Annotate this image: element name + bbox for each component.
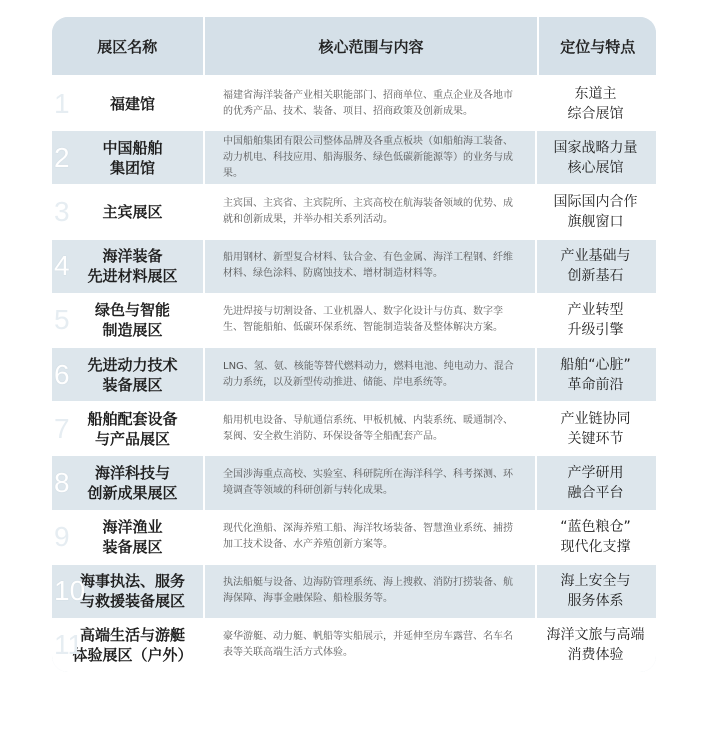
core-scope-cell xyxy=(203,77,537,130)
zone-description: 主宾国、主宾省、主宾院所、主宾高校在航海装备领域的优势、成就和创新成果，并举办相关系列活动。 xyxy=(223,197,513,225)
zone-positioning: 产业链协同 关键环节 xyxy=(560,410,631,447)
row-number: 10 xyxy=(54,575,86,607)
positioning-cell xyxy=(537,240,654,293)
zone-description: 现代化渔船、深海养殖工船、海洋牧场装备、智慧渔业系统、捕捞加工技术设备、水产养殖创新方案等。 xyxy=(223,523,513,551)
positioning-cell xyxy=(537,456,654,509)
zone-name: 绿色与智能 制造展区 xyxy=(94,301,170,340)
positioning-cell xyxy=(537,619,654,672)
zone-name-cell xyxy=(52,240,203,293)
table-row xyxy=(52,130,656,184)
zone-positioning: “蓝色粮仓” 现代化支撑 xyxy=(560,519,631,556)
table-row xyxy=(52,76,656,130)
core-scope-cell xyxy=(203,185,537,238)
zone-description: 执法船艇与设备、边海防管理系统、海上搜救、消防打捞装备、航海保障、海事金融保险、船检服务等。 xyxy=(223,577,513,605)
row-number: 8 xyxy=(54,466,70,498)
core-scope-cell xyxy=(203,511,537,564)
zone-name: 海事执法、服务 与救援装备展区 xyxy=(79,572,185,611)
zone-name-cell xyxy=(52,185,203,238)
table-row xyxy=(52,564,656,618)
zone-name-cell xyxy=(52,294,203,347)
zone-name-cell xyxy=(52,456,203,509)
zone-description: 船用钢材、新型复合材料、钛合金、有色金属、海洋工程钢、纤维材料、绿色涂料、防腐蚀技术、增材制造材料等。 xyxy=(223,252,513,280)
core-scope-cell xyxy=(203,565,537,618)
zone-positioning: 国家战略力量 核心展馆 xyxy=(553,139,638,176)
positioning-cell xyxy=(537,131,654,184)
zone-description: 福建省海洋装备产业相关职能部门、招商单位、重点企业及各地市的优秀产品、技术、装备、项目、招商政策及创新成果。 xyxy=(223,89,513,117)
positioning-cell xyxy=(537,565,654,618)
zone-description: 船用机电设备、导航通信系统、甲板机械、内装系统、暖通制冷、泵阀、安全救生消防、环保设备等全船配套产品。 xyxy=(223,414,513,442)
zone-name-cell xyxy=(52,511,203,564)
row-number: 3 xyxy=(54,195,70,227)
core-scope-cell xyxy=(203,402,537,455)
row-number: 11 xyxy=(54,629,84,661)
row-number: 9 xyxy=(54,521,70,553)
zone-name: 先进动力技术 装备展区 xyxy=(87,355,178,394)
zone-name: 中国船舶 集团馆 xyxy=(102,138,163,177)
zone-name-cell xyxy=(52,619,203,672)
core-scope-cell xyxy=(203,619,537,672)
core-scope-cell xyxy=(203,240,537,293)
header-zone-name: 展区名称 xyxy=(97,37,158,56)
zone-positioning: 东道主 综合展馆 xyxy=(567,85,624,122)
zone-positioning: 产业转型 升级引擎 xyxy=(567,302,624,339)
zone-name: 主宾展区 xyxy=(102,202,163,221)
core-scope-cell xyxy=(203,456,537,509)
positioning-cell xyxy=(537,185,654,238)
table-row xyxy=(52,293,656,347)
positioning-cell xyxy=(537,77,654,130)
positioning-cell xyxy=(537,348,654,401)
exhibition-zone-table xyxy=(52,17,656,672)
core-scope-cell xyxy=(203,348,537,401)
zone-description: 豪华游艇、动力艇、帆船等实船展示，并延伸至房车露营、名车名表等关联高端生活方式体验。 xyxy=(223,631,513,659)
zone-positioning: 产业基础与 创新基石 xyxy=(560,248,631,285)
zone-name: 海洋渔业 装备展区 xyxy=(102,518,163,557)
positioning-cell xyxy=(537,511,654,564)
row-number: 4 xyxy=(54,250,70,282)
zone-positioning: 船舶“心脏” 革命前沿 xyxy=(560,356,631,393)
table-body xyxy=(52,76,656,672)
header-core-scope: 核心范围与内容 xyxy=(203,17,540,75)
core-scope-cell xyxy=(203,131,537,184)
table-row xyxy=(52,347,656,401)
zone-description: LNG、氢、氨、核能等替代燃料动力，燃料电池、纯电动力、混合动力系统，以及新型传动推进、储能、岸电系统等。 xyxy=(223,360,514,388)
zone-name-cell xyxy=(52,565,203,618)
table-row xyxy=(52,618,656,672)
zone-description: 先进焊接与切割设备、工业机器人、数字化设计与仿真、数字孪生、智能船舶、低碳环保系统、智能制造装备及整体解决方案。 xyxy=(223,306,503,334)
zone-name-cell xyxy=(52,348,203,401)
table-row xyxy=(52,510,656,564)
row-number: 2 xyxy=(54,141,70,173)
zone-name: 高端生活与游艇 体验展区（户外） xyxy=(72,626,193,665)
core-scope-cell xyxy=(203,294,537,347)
zone-name: 福建馆 xyxy=(109,94,155,113)
positioning-cell xyxy=(537,294,654,347)
table-row xyxy=(52,239,656,293)
zone-name-cell xyxy=(52,77,203,130)
zone-positioning: 国际国内合作 旗舰窗口 xyxy=(553,193,638,230)
row-number: 6 xyxy=(54,358,70,390)
zone-name: 船舶配套设备 与产品展区 xyxy=(87,409,178,448)
table-row xyxy=(52,184,656,238)
zone-description: 全国涉海重点高校、实验室、科研院所在海洋科学、科考探测、环境调查等领域的科研创新与转化成果。 xyxy=(223,468,513,496)
table-row xyxy=(52,401,656,455)
zone-positioning: 海上安全与 服务体系 xyxy=(560,573,631,610)
zone-positioning: 产学研用 融合平台 xyxy=(567,464,624,501)
row-number: 7 xyxy=(54,412,70,444)
zone-positioning: 海洋文旅与高端 消费体验 xyxy=(546,627,645,664)
row-number: 5 xyxy=(54,304,70,336)
zone-name-cell xyxy=(52,131,203,184)
table-row xyxy=(52,455,656,509)
zone-description: 中国船舶集团有限公司整体品牌及各重点板块（如船舶海工装备、动力机电、科技应用、船海服务、绿色低碳新能源等）的业务与成果。 xyxy=(223,135,513,179)
zone-name: 海洋科技与 创新成果展区 xyxy=(87,463,178,502)
table-header xyxy=(52,17,656,76)
zone-name: 海洋装备 先进材料展区 xyxy=(87,247,178,286)
header-positioning: 定位与特点 xyxy=(560,37,636,56)
positioning-cell xyxy=(537,402,654,455)
zone-name-cell xyxy=(52,402,203,455)
row-number: 1 xyxy=(54,87,70,119)
